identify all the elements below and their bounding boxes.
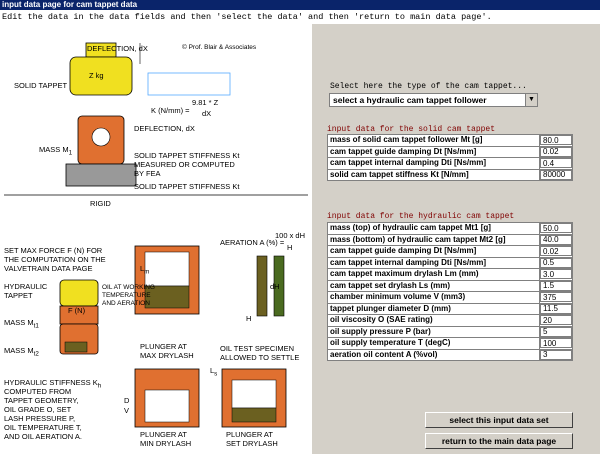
and-aeration: AND AERATION: [102, 300, 150, 307]
mass-mt2-label: [4, 346, 39, 359]
window-title: input data page for cam tappet data: [0, 0, 600, 10]
return-main-button[interactable]: return to the main data page: [425, 433, 573, 449]
mass-mt2-text: MASS M: [4, 346, 34, 355]
field-input[interactable]: [540, 292, 572, 302]
field-cell: [540, 338, 573, 350]
hyd-stiff-4: OIL GRADE O, SET: [4, 405, 72, 414]
field-input[interactable]: [540, 246, 572, 256]
formula-box: [148, 73, 230, 95]
field-label: tappet plunger diameter D (mm): [328, 303, 540, 315]
ls-sub: s: [214, 370, 218, 378]
plunger-min-2: MIN DRYLASH: [140, 439, 192, 448]
h-label: H: [246, 314, 252, 323]
hyd-stiff-1-sub: h: [97, 382, 102, 390]
zkg-label: Z kg: [89, 71, 104, 80]
solid-tappet-base: [66, 164, 136, 186]
form-row: [328, 303, 573, 315]
stiffness-text-2: MEASURED OR COMPUTED: [134, 160, 235, 169]
tappet-type-label: Select here the type of the cam tappet...: [330, 82, 527, 91]
tappet-type-select[interactable]: [329, 93, 538, 107]
plunger-set-1: PLUNGER AT: [226, 430, 273, 439]
ls-label: [210, 366, 217, 379]
field-cell: [540, 326, 573, 338]
form-row: [328, 269, 573, 281]
plunger-min-1: PLUNGER AT: [140, 430, 187, 439]
solid-tappet-hole: [92, 128, 110, 146]
field-cell: [540, 135, 573, 147]
form-row: [328, 326, 573, 338]
deflection-label: DEFLECTION, dX: [87, 44, 148, 53]
plunger-max-1: PLUNGER AT: [140, 342, 187, 351]
content-area: [0, 24, 600, 454]
oil-chamber: [65, 342, 87, 352]
hydraulic-data-table: [327, 222, 573, 361]
field-cell: [540, 303, 573, 315]
form-row: [328, 246, 573, 258]
rigid-label: RIGID: [90, 199, 111, 208]
field-label: oil supply temperature T (degC): [328, 338, 540, 350]
field-label: cam tappet guide damping Dt [Ns/mm]: [328, 146, 540, 158]
field-input[interactable]: [540, 258, 572, 268]
aeration-num: 100 x dH: [275, 231, 306, 240]
aeration-label: AERATION A (%) =: [220, 238, 285, 247]
hyd-stiff-1-text: HYDRAULIC STIFFNESS K: [4, 378, 98, 387]
tappet-type-value: select a hydraulic cam tappet follower: [333, 95, 487, 105]
field-input[interactable]: [540, 223, 572, 233]
field-input[interactable]: [540, 350, 572, 360]
lm-text: L: [140, 264, 145, 273]
copyright: © Prof. Blair & Associates: [182, 44, 257, 51]
mass-m1-sub: 1: [68, 149, 73, 157]
formula-num: 9.81 * Z: [192, 98, 219, 107]
set-max-force-2: THE COMPUTATION ON THE: [4, 255, 106, 264]
form-row: [328, 169, 573, 181]
form-row: [328, 338, 573, 350]
form-row: [328, 349, 573, 361]
field-label: solid cam tappet stiffness Kt [N/mm]: [328, 169, 540, 181]
field-label: mass of solid cam tappet follower Mt [g]: [328, 135, 540, 147]
hyd-stiff-5: LASH PRESSURE P,: [4, 414, 76, 423]
field-label: mass (bottom) of hydraulic cam tappet Mt2 [g]: [328, 234, 540, 246]
field-label: cam tappet maximum drylash Lm (mm): [328, 269, 540, 281]
lm-label: [140, 264, 149, 277]
mass-mt1-sub: t1: [33, 322, 39, 330]
field-label: oil viscosity O (SAE rating): [328, 315, 540, 327]
field-label: chamber minimum volume V (mm3): [328, 292, 540, 304]
field-input[interactable]: [540, 235, 572, 245]
field-label: aeration oil content A (%vol): [328, 349, 540, 361]
dh-label: dH: [270, 282, 280, 291]
temperature-label: TEMPERATURE: [102, 292, 151, 299]
deflection-label-2: DEFLECTION, dX: [134, 124, 195, 133]
set-max-force-1: SET MAX FORCE F (N) FOR: [4, 246, 103, 255]
form-row: [328, 257, 573, 269]
hydraulic-rows: [328, 223, 573, 361]
field-label: cam tappet guide damping Dt [Ns/mm]: [328, 246, 540, 258]
mass-mt1-text: MASS M: [4, 318, 34, 327]
field-input[interactable]: [540, 135, 572, 145]
select-data-button[interactable]: select this input data set: [425, 412, 573, 428]
hydraulic-tappet-2: TAPPET: [4, 291, 33, 300]
field-cell: [540, 280, 573, 292]
hydraulic-tappet-head: [60, 280, 98, 306]
aeration-den: H: [287, 243, 293, 252]
form-row: [328, 292, 573, 304]
hyd-stiff-2: COMPUTED FROM: [4, 387, 72, 396]
mass-mt2-sub: t2: [33, 350, 39, 358]
mass-mt1-label: [4, 318, 39, 331]
form-row: [328, 280, 573, 292]
field-label: oil supply pressure P (bar): [328, 326, 540, 338]
form-row: [328, 158, 573, 170]
field-cell: [540, 234, 573, 246]
field-cell: [540, 349, 573, 361]
instructions: Edit the data in the data fields and then 'select the data' and then 'return to main data page'.: [2, 12, 492, 22]
solid-data-table: [327, 134, 573, 181]
stiffness-kt-label: SOLID TAPPET STIFFNESS Kt: [134, 182, 240, 191]
formula-den: dX: [202, 109, 212, 118]
diagram-panel: [0, 24, 312, 454]
field-input[interactable]: [540, 304, 572, 314]
field-input[interactable]: [540, 338, 572, 348]
oil-label: OIL: [69, 366, 82, 375]
solid-tappet-label: SOLID TAPPET: [14, 81, 68, 90]
chevron-down-icon[interactable]: ▼: [525, 94, 537, 106]
field-label: cam tappet internal damping Dti [Ns/mm]: [328, 257, 540, 269]
form-row: [328, 146, 573, 158]
solid-section-title: input data for the solid cam tappet: [327, 125, 496, 134]
oil-at-working: OIL AT WORKING: [102, 284, 155, 291]
hyd-stiff-7: AND OIL AERATION A.: [4, 432, 82, 441]
lm-sub: m: [144, 268, 150, 276]
plunger-max-2: MAX DRYLASH: [140, 351, 194, 360]
formula-lhs: K (N/mm) =: [151, 106, 190, 115]
d-label: D: [124, 396, 130, 405]
field-cell: [540, 257, 573, 269]
form-row: [328, 223, 573, 235]
field-label: cam tappet internal damping Dti [Ns/mm]: [328, 158, 540, 170]
field-input[interactable]: [540, 158, 572, 168]
form-row: [328, 234, 573, 246]
field-cell: [540, 269, 573, 281]
solid-rows: [328, 135, 573, 181]
oil-test-2: ALLOWED TO SETTLE: [220, 353, 300, 362]
field-input[interactable]: [540, 269, 572, 279]
field-cell: [540, 169, 573, 181]
mass-m1-label: [39, 145, 72, 158]
stiffness-text-1: SOLID TAPPET STIFFNESS Kt: [134, 151, 240, 160]
field-label: mass (top) of hydraulic cam tappet Mt1 [g]: [328, 223, 540, 235]
field-input[interactable]: [540, 147, 572, 157]
field-cell: [540, 146, 573, 158]
plunger-set-2: SET DRYLASH: [226, 439, 278, 448]
hyd-stiff-6: OIL TEMPERATURE T,: [4, 423, 82, 432]
field-input[interactable]: [540, 315, 572, 325]
mass-m1-text: MASS M: [39, 145, 69, 154]
hydraulic-tappet-1: HYDRAULIC: [4, 282, 48, 291]
field-input[interactable]: [540, 170, 572, 180]
fn-label: F (N): [68, 306, 86, 315]
v-label: V: [124, 406, 130, 415]
ls-text: L: [210, 366, 215, 375]
field-input[interactable]: [540, 281, 572, 291]
test-tube-1: [257, 256, 267, 316]
field-cell: [540, 158, 573, 170]
field-cell: [540, 292, 573, 304]
field-label: cam tappet set drylash Ls (mm): [328, 280, 540, 292]
stiffness-text-3: BY FEA: [134, 169, 161, 178]
oil-test-1: OIL TEST SPECIMEN: [220, 344, 295, 353]
field-input[interactable]: [540, 327, 572, 337]
hyd-stiff-3: TAPPET GEOMETRY,: [4, 396, 79, 405]
set-max-force-3: VALVETRAIN DATA PAGE: [4, 264, 93, 273]
field-cell: [540, 223, 573, 235]
field-cell: [540, 315, 573, 327]
hydraulic-section-title: input data for the hydraulic cam tappet: [327, 212, 515, 221]
field-cell: [540, 246, 573, 258]
form-row: [328, 135, 573, 147]
form-row: [328, 315, 573, 327]
